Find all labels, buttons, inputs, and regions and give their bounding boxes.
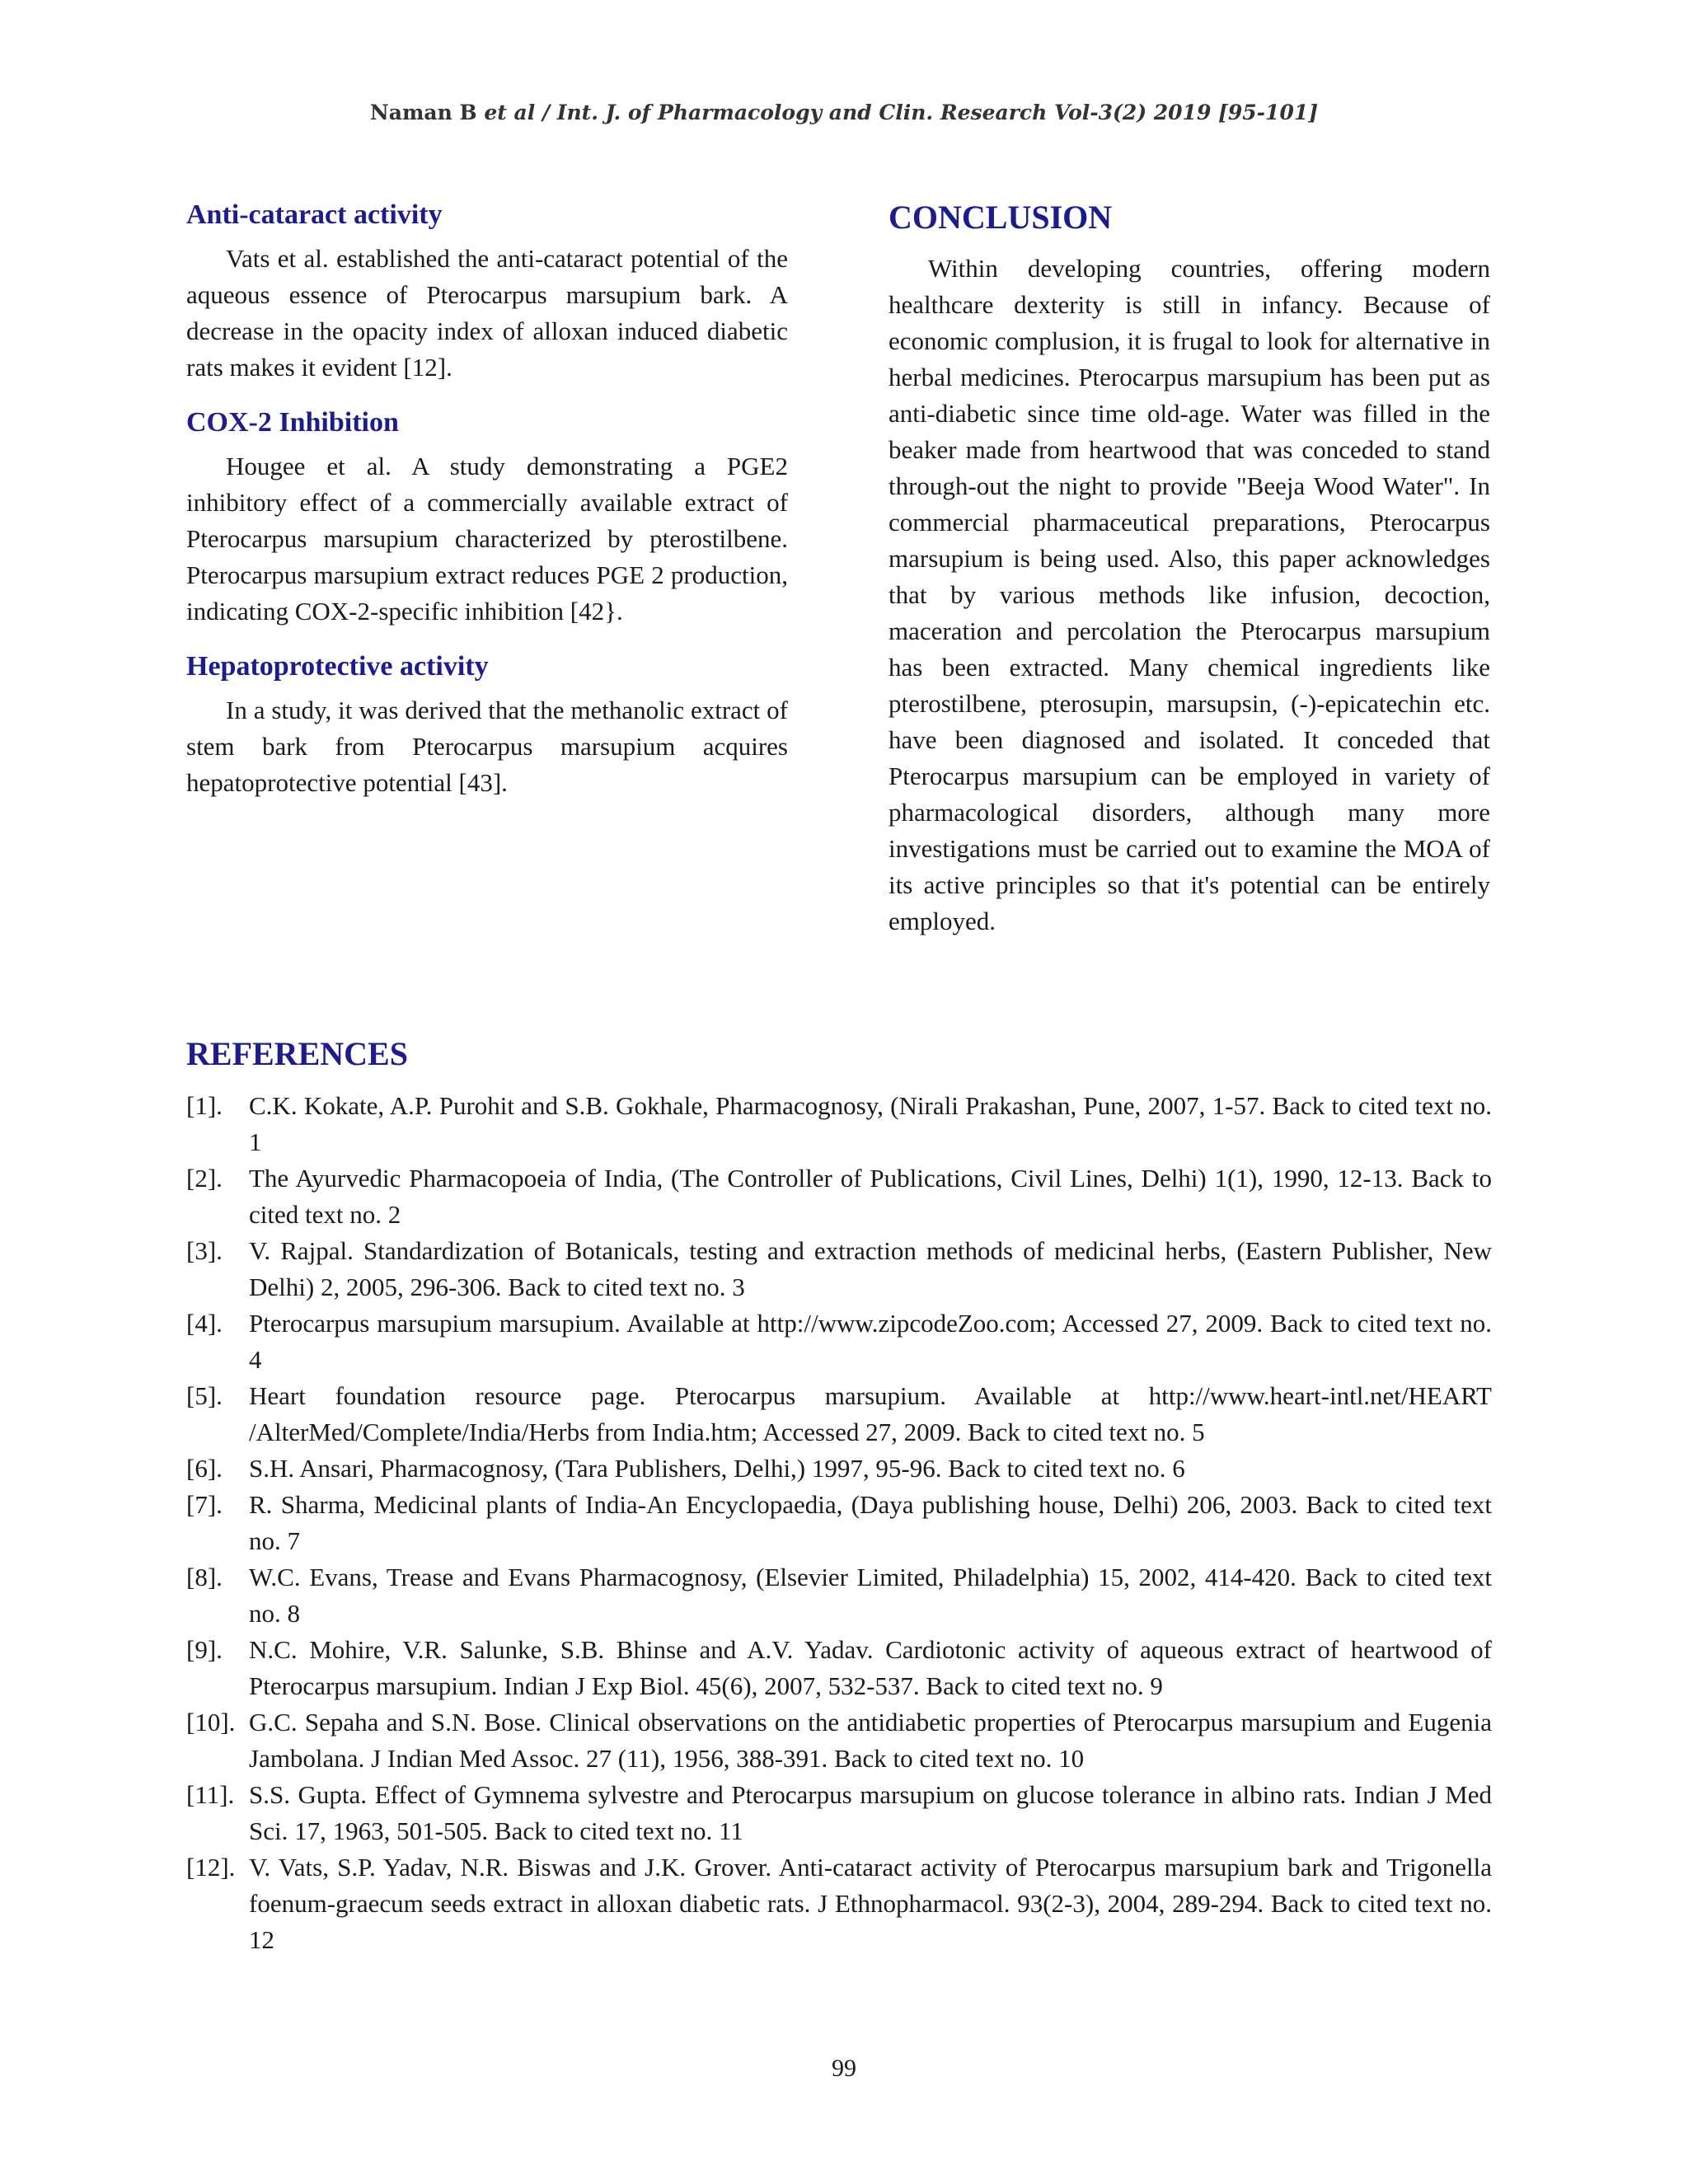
page-number: 99 <box>832 2055 856 2082</box>
reference-text: V. Rajpal. Standardization of Botanicals, testing and extraction methods of medicinal herbs, (Eastern Publisher, New Delhi) 2, 2005, 296-306. Back to cited text no. 3 <box>249 1236 1492 1301</box>
reference-item <box>186 1559 1492 1632</box>
reference-text: The Ayurvedic Pharmacopoeia of India, (The Controller of Publications, Civil Lines, Delhi) 1(1), 1990, 12-13. Back to cited text no. 2 <box>249 1164 1492 1229</box>
reference-item <box>186 1451 1492 1487</box>
references-heading: REFERENCES <box>186 1035 408 1072</box>
hepatoprotective-paragraph: In a study, it was derived that the methanolic extract of stem bark from Pterocarpus marsupium acquires hepatoprotective potential [43]. <box>186 696 788 797</box>
reference-item <box>186 1233 1492 1305</box>
reference-item <box>186 1160 1492 1233</box>
reference-item <box>186 1487 1492 1559</box>
left-column <box>186 198 788 821</box>
reference-item <box>186 1632 1492 1704</box>
reference-text: S.S. Gupta. Effect of Gymnema sylvestre and Pterocarpus marsupium on glucose tolerance in albino rats. Indian J Med Sci. 17, 1963, 501-505. Back to cited text no. 11 <box>249 1780 1492 1845</box>
anti-cataract-heading: Anti-cataract activity <box>186 199 443 230</box>
reference-item <box>186 1305 1492 1378</box>
header-journal: / Int. J. of Pharmacology and Clin. Research Vol-3(2) 2019 [95-101] <box>542 101 1319 124</box>
reference-item <box>186 1849 1492 1958</box>
reference-text: Pterocarpus marsupium marsupium. Available at http://www.zipcodeZoo.com; Accessed 27, 2009. Back to cited text no. 4 <box>249 1309 1492 1374</box>
header-et-al: et al <box>484 101 536 124</box>
reference-item <box>186 1777 1492 1849</box>
reference-number: [10]. <box>186 1708 236 1736</box>
reference-text: C.K. Kokate, A.P. Purohit and S.B. Gokhale, Pharmacognosy, (Nirali Prakashan, Pune, 2007, 1-57. Back to cited text no. 1 <box>249 1091 1492 1156</box>
reference-number: [9]. <box>186 1635 223 1664</box>
reference-text: N.C. Mohire, V.R. Salunke, S.B. Bhinse and A.V. Yadav. Cardiotonic activity of aqueous extract of heartwood of Pterocarpus marsupium. Indian J Exp Biol. 45(6), 2007, 532-537. Back to cited text no. 9 <box>249 1635 1492 1700</box>
cox2-heading: COX-2 Inhibition <box>186 407 399 438</box>
reference-number: [8]. <box>186 1563 223 1591</box>
reference-number: [5]. <box>186 1381 223 1410</box>
reference-text: S.H. Ansari, Pharmacognosy, (Tara Publishers, Delhi,) 1997, 95-96. Back to cited text no. 6 <box>249 1454 1185 1483</box>
reference-number: [2]. <box>186 1164 223 1193</box>
cox2-paragraph: Hougee et al. A study demonstrating a PGE2 inhibitory effect of a commercially available extract of Pterocarpus marsupium characterized by pterostilbene. Pterocarpus marsupium extract reduces PGE 2 production, indicating COX-2-specific inhibition [42}. <box>186 452 788 626</box>
reference-text: R. Sharma, Medicinal plants of India-An Encyclopaedia, (Daya publishing house, Delhi) 206, 2003. Back to cited text no. 7 <box>249 1490 1492 1555</box>
conclusion-heading: CONCLUSION <box>889 199 1113 236</box>
reference-item <box>186 1088 1492 1160</box>
running-header <box>0 101 1688 124</box>
reference-list <box>186 1088 1492 1958</box>
header-authors: Naman B <box>369 101 477 124</box>
anti-cataract-paragraph: Vats et al. established the anti-cataract potential of the aqueous essence of Pterocarpus marsupium bark. A decrease in the opacity index of alloxan induced diabetic rats makes it evident [12]. <box>186 244 788 382</box>
reference-item <box>186 1704 1492 1777</box>
hepatoprotective-heading: Hepatoprotective activity <box>186 651 489 682</box>
reference-text: V. Vats, S.P. Yadav, N.R. Biswas and J.K. Grover. Anti-cataract activity of Pterocarpus marsupium bark and Trigonella foenum-graecum seeds extract in alloxan diabetic rats. J Ethnopharmacol. 93(2-3), 2004, 289-294. Back to cited text no. 12 <box>249 1853 1492 1954</box>
reference-number: [3]. <box>186 1236 223 1265</box>
reference-text: W.C. Evans, Trease and Evans Pharmacognosy, (Elsevier Limited, Philadelphia) 15, 2002, 414-420. Back to cited text no. 8 <box>249 1563 1492 1628</box>
right-column <box>889 198 1490 959</box>
reference-number: [7]. <box>186 1490 223 1519</box>
reference-text: G.C. Sepaha and S.N. Bose. Clinical observations on the antidiabetic properties of Pterocarpus marsupium and Eugenia Jambolana. J Indian Med Assoc. 27 (11), 1956, 388-391. Back to cited text no. 10 <box>249 1708 1492 1773</box>
reference-number: [1]. <box>186 1091 223 1120</box>
reference-number: [12]. <box>186 1853 236 1882</box>
reference-text: Heart foundation resource page. Pterocarpus marsupium. Available at http://www.heart-intl.net/HEART /AlterMed/Complete/India/Herbs from India.htm; Accessed 27, 2009. Back to cited text no. 5 <box>249 1381 1492 1446</box>
conclusion-paragraph: Within developing countries, offering modern healthcare dexterity is still in infancy. Because of economic complusion, it is frugal to look for alternative in herbal medicines. Pterocarpus marsupium has been put as anti-diabetic since time old-age. Water was filled in the beaker made from heartwood that was conceded to stand through-out the night to provide "Beeja Wood Water". In commercial pharmaceutical preparations, Pterocarpus marsupium is being used. Also, this paper acknowledges that by various methods like infusion, decoction, maceration and percolation the Pterocarpus marsupium has been extracted. Many chemical ingredients like pterostilbene, pterosupin, marsupsin, (-)-epicatechin etc. have been diagnosed and isolated. It conceded that Pterocarpus marsupium can be employed in variety of pharmacological disorders, although many more investigations must be carried out to examine the MOA of its active principles so that it's potential can be entirely employed. <box>889 254 1490 935</box>
reference-number: [4]. <box>186 1309 223 1338</box>
reference-number: [6]. <box>186 1454 223 1483</box>
reference-item <box>186 1378 1492 1451</box>
reference-number: [11]. <box>186 1780 235 1809</box>
